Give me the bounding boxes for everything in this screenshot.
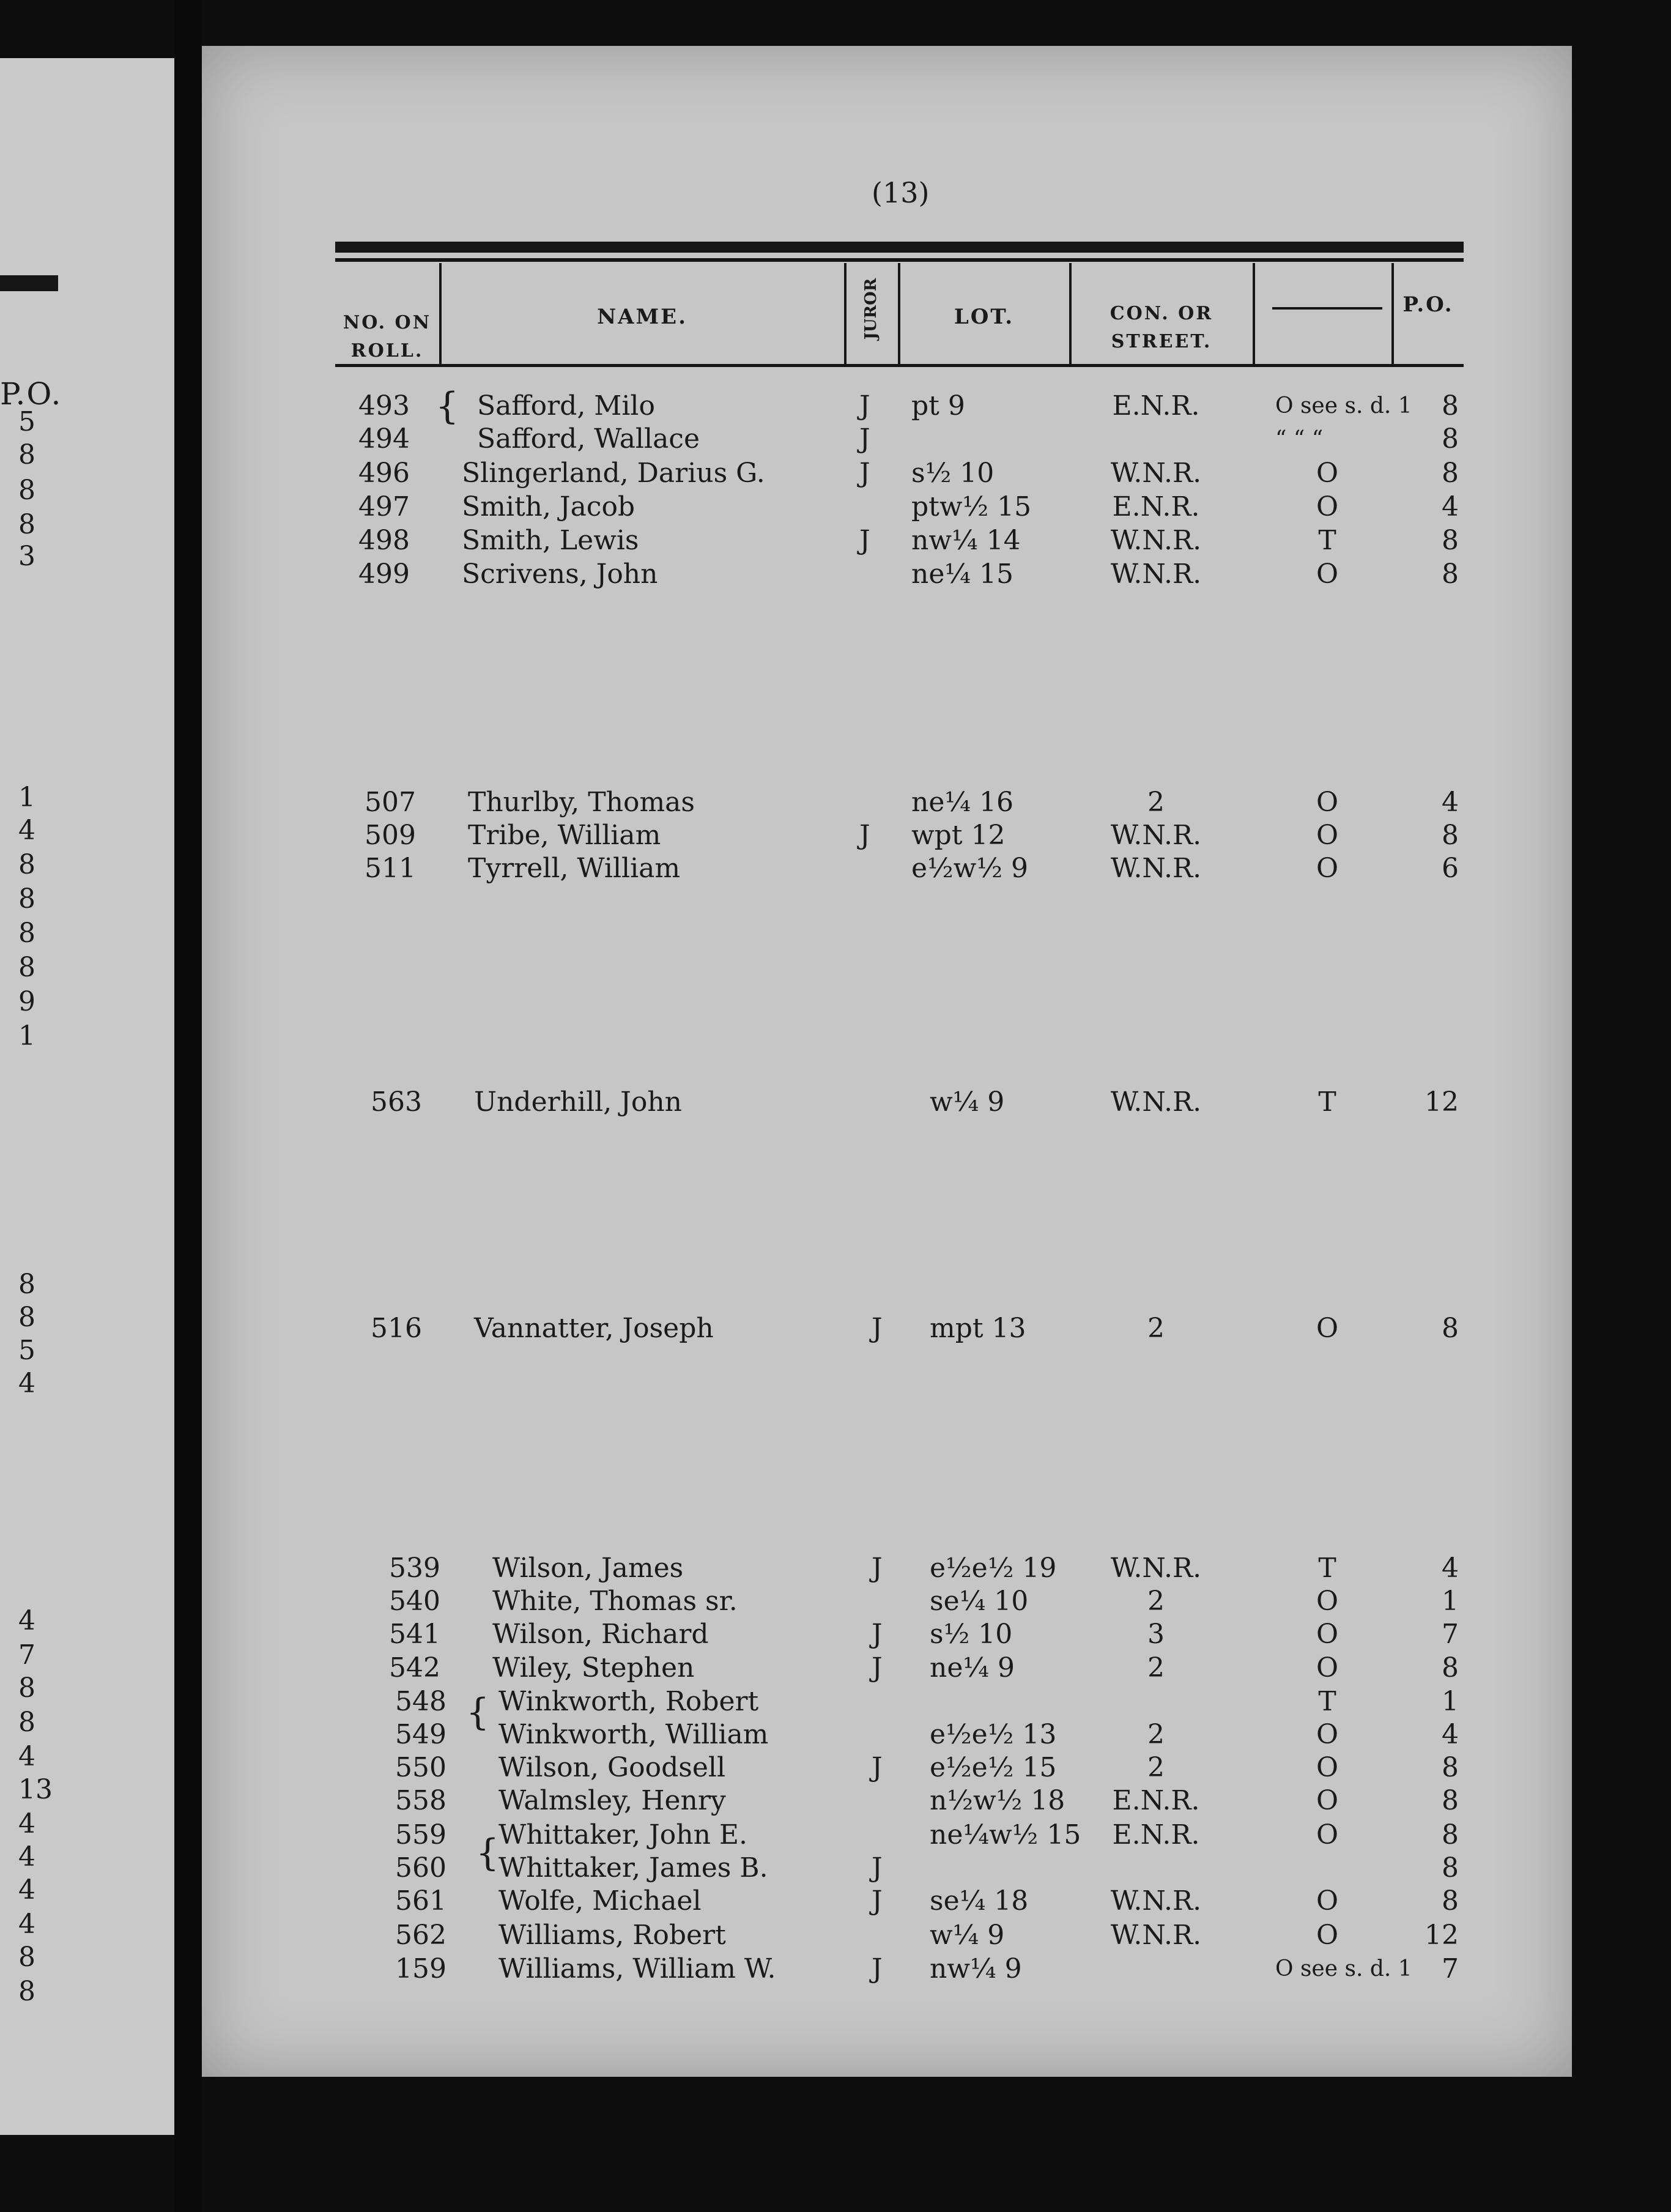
juror-mark: J: [872, 1752, 883, 1783]
juror-mark: J: [872, 1313, 883, 1344]
status-mark: O: [1316, 1586, 1339, 1617]
con-or-street: 3: [1147, 1619, 1165, 1650]
status-mark: O: [1316, 1885, 1339, 1917]
person-name: Winkworth, William: [498, 1719, 769, 1750]
roll-number: 561: [395, 1885, 446, 1917]
lot-description: pt 9: [911, 390, 965, 421]
left-page-number: 5: [18, 406, 35, 437]
con-or-street: W.N.R.: [1110, 1920, 1202, 1951]
person-name: Wilson, Richard: [492, 1619, 709, 1650]
left-page-number: 8: [18, 952, 35, 983]
status-mark: “ “ “: [1275, 426, 1324, 451]
post-office-number: 8: [1442, 1885, 1459, 1917]
left-page-number: 13: [18, 1774, 53, 1805]
juror-mark: J: [859, 820, 870, 851]
lot-description: e½e½ 13: [930, 1719, 1057, 1750]
con-or-street: E.N.R.: [1112, 1785, 1200, 1816]
status-mark: O: [1316, 1785, 1339, 1816]
status-mark: T: [1318, 1086, 1336, 1118]
roll-number: 496: [358, 458, 410, 489]
lot-description: wpt 12: [911, 820, 1006, 851]
post-office-number: 8: [1442, 559, 1459, 590]
roll-number: 550: [395, 1752, 446, 1783]
status-mark: T: [1318, 525, 1336, 556]
left-page-number: 1: [18, 782, 35, 813]
post-office-number: 7: [1442, 1953, 1459, 1984]
status-mark: O: [1316, 787, 1339, 818]
person-name: Wiley, Stephen: [492, 1652, 695, 1683]
person-name: Wolfe, Michael: [498, 1885, 702, 1917]
lot-description: e½e½ 15: [930, 1752, 1057, 1783]
left-page-number: 8: [18, 1302, 35, 1333]
con-or-street: 2: [1147, 1652, 1165, 1683]
status-mark: O see s. d. 1: [1275, 1956, 1412, 1981]
con-or-street: W.N.R.: [1110, 525, 1202, 556]
post-office-number: 1: [1442, 1686, 1459, 1717]
roll-number: 507: [365, 787, 416, 818]
post-office-number: 8: [1442, 1313, 1459, 1344]
left-page-number: 8: [18, 849, 35, 880]
left-page-number: 8: [18, 1707, 35, 1738]
left-page-number: 4: [18, 815, 35, 846]
roll-number: 511: [365, 853, 416, 884]
person-name: Safford, Milo: [477, 390, 655, 421]
juror-mark: J: [859, 423, 870, 455]
juror-mark: J: [859, 458, 870, 489]
roll-number: 539: [389, 1553, 440, 1584]
left-page-number: 4: [18, 1808, 35, 1839]
lot-description: ne¼w½ 15: [930, 1819, 1081, 1850]
person-name: Vannatter, Joseph: [474, 1313, 714, 1344]
post-office-number: 8: [1442, 390, 1459, 421]
left-page-number: 4: [18, 1368, 35, 1399]
roll-number: 559: [395, 1819, 446, 1850]
post-office-number: 8: [1442, 423, 1459, 455]
status-mark: O: [1316, 820, 1339, 851]
left-page-number: 8: [18, 1942, 35, 1973]
roll-number: 549: [395, 1719, 446, 1750]
lot-description: ne¼ 16: [911, 787, 1013, 818]
post-office-number: 8: [1442, 1852, 1459, 1884]
status-mark: T: [1318, 1553, 1336, 1584]
roll-number: 542: [389, 1652, 440, 1683]
juror-mark: J: [872, 1885, 883, 1917]
roll-number: 540: [389, 1586, 440, 1617]
person-name: Smith, Lewis: [462, 525, 639, 556]
person-name: Wilson, James: [492, 1553, 684, 1584]
post-office-number: 6: [1442, 853, 1459, 884]
status-mark: O see s. d. 1: [1275, 393, 1412, 418]
left-page-number: 4: [18, 1909, 35, 1940]
person-name: Slingerland, Darius G.: [462, 458, 765, 489]
roll-number: 509: [365, 820, 416, 851]
post-office-number: 4: [1442, 1553, 1459, 1584]
lot-description: se¼ 18: [930, 1885, 1029, 1917]
post-office-number: 8: [1442, 1785, 1459, 1816]
status-mark: O: [1316, 1619, 1339, 1650]
brace-mark: {: [435, 385, 459, 428]
left-page-number: 8: [18, 475, 35, 506]
juror-mark: J: [859, 525, 870, 556]
roll-number: 558: [395, 1785, 446, 1816]
left-page-rule: [0, 275, 58, 291]
left-page-number: 4: [18, 1874, 35, 1906]
header-no-on-roll: [335, 309, 439, 365]
lot-description: s½ 10: [911, 458, 995, 489]
con-or-street: E.N.R.: [1112, 390, 1200, 421]
con-or-street: 2: [1147, 1719, 1165, 1750]
post-office-number: 8: [1442, 458, 1459, 489]
left-page-number: 4: [18, 1741, 35, 1772]
left-page-number: 8: [18, 1672, 35, 1704]
header-top-rule: [335, 242, 1464, 253]
lot-description: nw¼ 9: [930, 1953, 1022, 1984]
con-or-street: 2: [1147, 1586, 1165, 1617]
post-office-number: 8: [1442, 1819, 1459, 1850]
left-page-number: 7: [18, 1639, 35, 1671]
status-mark: O: [1316, 1819, 1339, 1850]
person-name: Whittaker, James B.: [498, 1852, 768, 1884]
status-mark: O: [1316, 491, 1339, 522]
lot-description: w¼ 9: [930, 1086, 1005, 1118]
left-page-number: 8: [18, 883, 35, 915]
column-divider: [844, 263, 847, 367]
con-or-street: 2: [1147, 1313, 1165, 1344]
left-page-number: 9: [18, 986, 35, 1017]
person-name: Smith, Jacob: [462, 491, 635, 522]
lot-description: mpt 13: [930, 1313, 1026, 1344]
con-or-street: W.N.R.: [1110, 853, 1202, 884]
post-office-number: 12: [1425, 1086, 1459, 1118]
header-con-line2: STREET.: [1111, 331, 1212, 352]
lot-description: n½w½ 18: [930, 1785, 1065, 1816]
header-no-on-roll-line2: ROLL.: [350, 340, 424, 362]
post-office-number: 4: [1442, 1719, 1459, 1750]
post-office-number: 7: [1442, 1619, 1459, 1650]
juror-mark: J: [872, 1852, 883, 1884]
con-or-street: W.N.R.: [1110, 458, 1202, 489]
post-office-number: 4: [1442, 491, 1459, 522]
roll-number: 159: [395, 1953, 446, 1984]
left-page-number: 8: [18, 1976, 35, 2007]
post-office-number: 8: [1442, 820, 1459, 851]
lot-description: nw¼ 14: [911, 525, 1021, 556]
person-name: Winkworth, Robert: [498, 1686, 759, 1717]
con-or-street: W.N.R.: [1110, 1885, 1202, 1917]
person-name: Underhill, John: [474, 1086, 682, 1118]
lot-description: e½w½ 9: [911, 853, 1028, 884]
person-name: Walmsley, Henry: [498, 1785, 726, 1816]
roll-number: 560: [395, 1852, 446, 1884]
status-mark: O: [1316, 458, 1339, 489]
brace-mark: {: [476, 1832, 500, 1874]
header-no-on-roll-line1: NO. ON: [343, 312, 432, 333]
status-mark: O: [1316, 559, 1339, 590]
roll-number: 494: [358, 423, 410, 455]
person-name: Williams, Robert: [498, 1920, 726, 1951]
con-or-street: E.N.R.: [1112, 1819, 1200, 1850]
left-po-header: P.O.: [0, 376, 62, 412]
con-or-street: 2: [1147, 787, 1165, 818]
person-name: White, Thomas sr.: [492, 1586, 738, 1617]
post-office-number: 8: [1442, 1652, 1459, 1683]
status-mark: T: [1318, 1686, 1336, 1717]
juror-mark: J: [859, 390, 870, 421]
left-page-number: 8: [18, 1269, 35, 1300]
header-name: NAME.: [597, 305, 687, 329]
con-or-street: E.N.R.: [1112, 491, 1200, 522]
page-number: (13): [872, 176, 930, 209]
lot-description: ne¼ 15: [911, 559, 1013, 590]
header-po: P.O.: [1402, 292, 1454, 317]
header-blank-column-rule: [1272, 307, 1382, 310]
con-or-street: W.N.R.: [1110, 820, 1202, 851]
left-page-number: 8: [18, 439, 35, 470]
post-office-number: 4: [1442, 787, 1459, 818]
juror-mark: J: [872, 1953, 883, 1984]
header-juror: JUROR: [862, 278, 880, 340]
lot-description: e½e½ 19: [930, 1553, 1057, 1584]
post-office-number: 8: [1442, 525, 1459, 556]
juror-mark: J: [872, 1652, 883, 1683]
lot-description: s½ 10: [930, 1619, 1013, 1650]
status-mark: O: [1316, 853, 1339, 884]
person-name: Williams, William W.: [498, 1953, 776, 1984]
lot-description: w¼ 9: [930, 1920, 1005, 1951]
con-or-street: W.N.R.: [1110, 559, 1202, 590]
brace-mark: {: [466, 1691, 490, 1734]
person-name: Thurlby, Thomas: [468, 787, 695, 818]
left-page-number: 8: [18, 509, 35, 540]
status-mark: O: [1316, 1652, 1339, 1683]
roll-number: 541: [389, 1619, 440, 1650]
status-mark: O: [1316, 1313, 1339, 1344]
lot-description: ptw½ 15: [911, 491, 1032, 522]
con-or-street: W.N.R.: [1110, 1553, 1202, 1584]
roll-number: 499: [358, 559, 410, 590]
person-name: Tyrrell, William: [468, 853, 681, 884]
juror-mark: J: [872, 1619, 883, 1650]
lot-description: ne¼ 9: [930, 1652, 1015, 1683]
roll-number: 516: [371, 1313, 422, 1344]
left-page-number: 3: [18, 541, 35, 572]
con-or-street: 2: [1147, 1752, 1165, 1783]
left-page-number: 4: [18, 1605, 35, 1636]
left-page-number: 1: [18, 1020, 35, 1052]
header-con-line1: CON. OR: [1110, 303, 1213, 324]
left-page-number: 8: [18, 918, 35, 949]
lot-description: se¼ 10: [930, 1586, 1029, 1617]
roll-number: 493: [358, 390, 410, 421]
post-office-number: 12: [1425, 1920, 1459, 1951]
column-divider: [1253, 263, 1255, 367]
roll-number: 497: [358, 491, 410, 522]
juror-mark: J: [872, 1553, 883, 1584]
person-name: Scrivens, John: [462, 559, 658, 590]
header-top-rule-thin: [335, 258, 1464, 262]
post-office-number: 8: [1442, 1752, 1459, 1783]
header-lot: LOT.: [954, 305, 1015, 329]
roll-number: 548: [395, 1686, 446, 1717]
book-gutter: [174, 0, 202, 2212]
roll-number: 563: [371, 1086, 422, 1118]
post-office-number: 1: [1442, 1586, 1459, 1617]
status-mark: O: [1316, 1752, 1339, 1783]
left-page-number: 5: [18, 1335, 35, 1366]
con-or-street: W.N.R.: [1110, 1086, 1202, 1118]
person-name: Wilson, Goodsell: [498, 1752, 726, 1783]
roll-number: 562: [395, 1920, 446, 1951]
person-name: Safford, Wallace: [477, 423, 700, 455]
person-name: Whittaker, John E.: [498, 1819, 747, 1850]
status-mark: O: [1316, 1920, 1339, 1951]
roll-number: 498: [358, 525, 410, 556]
left-page-number: 4: [18, 1841, 35, 1872]
header-con-or-street: [1070, 300, 1253, 356]
status-mark: O: [1316, 1719, 1339, 1750]
person-name: Tribe, William: [468, 820, 661, 851]
